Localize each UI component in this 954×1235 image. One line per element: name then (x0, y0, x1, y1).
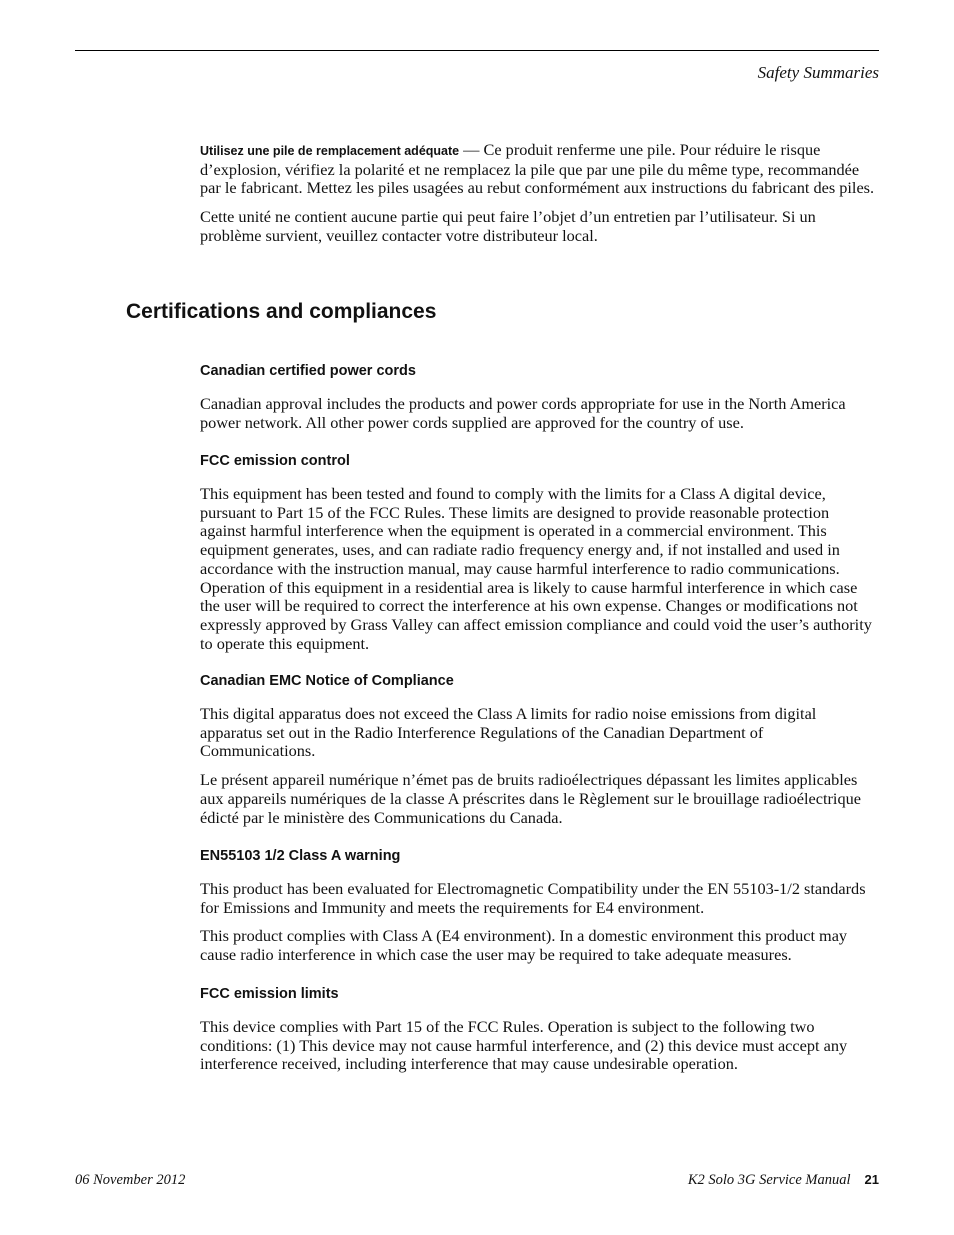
section-en55103 (200, 848, 877, 975)
section-heading: Certifications and compliances (126, 300, 437, 323)
subsection-title: FCC emission control (200, 453, 350, 469)
subsection-title: Canadian EMC Notice of Compliance (200, 673, 454, 689)
battery-lead: Utilisez une pile de remplacement adéquate (200, 144, 460, 158)
battery-text: — Ce produit renferme une pile. Pour réduire le risque d’explosion, vérifiez la polarité et ne remplacez la pile que par une pile du même type, recommandée par le fabricant. Mettez les piles usagées au rebut conformément aux instructions du fabricant des piles. (200, 140, 875, 198)
body-paragraph: This product complies with Class A (E4 environment). In a domestic environment this product may cause radio interference in which case the user may be required to take adequate measures. (200, 926, 848, 965)
body-paragraph: This product has been evaluated for Electromagnetic Compatibility under the EN 55103-1/2 standards for Emissions and Immunity and meets the requirements for E4 environment. (200, 879, 866, 917)
section-fcc-emission-limits (200, 986, 877, 1084)
section-canadian-emc (200, 673, 877, 837)
service-paragraph: Cette unité ne contient aucune partie qui peut faire l’objet d’un entretien par l’utilisateur. Si un problème survient, veuillez contacter votre distributeur local. (200, 207, 816, 245)
footer-right (688, 1172, 879, 1189)
page-number: 21 (864, 1172, 879, 1187)
body-paragraph: This device complies with Part 15 of the FCC Rules. Operation is subject to the following two conditions: (1) This device may not cause harmful interference, and (2) this device must accept any interference received, including interference that may cause undesirable operation. (200, 1017, 848, 1074)
body-paragraph: This equipment has been tested and found to comply with the limits for a Class A digital device, pursuant to Part 15 of the FCC Rules. These limits are designed to provide reasonable protection against harmful interference when the equipment is operated in a commercial environment. This equipment generates, uses, and can radiate radio frequency energy and, if not installed and used in accordance with the instruction manual, may cause harmful interference to radio communications. Operation of this equipment in a residential area is likely to cause harmful interference in which case the user will be required to correct the interference at his own expense. Changes or modifications not expressly approved by Grass Valley can affect emission compliance and could void the user’s authority to operate this equipment. (200, 484, 872, 653)
section-power-cords (200, 363, 877, 442)
intro-block (200, 141, 877, 256)
body-paragraph: Canadian approval includes the products and power cords appropriate for use in the North America power network. All other power cords supplied are approved for the country of use. (200, 394, 846, 432)
section-fcc-emission-control (200, 453, 877, 663)
running-header: Safety Summaries (757, 63, 879, 82)
subsection-title: EN55103 1/2 Class A warning (200, 848, 401, 864)
subsection-title: FCC emission limits (200, 986, 339, 1002)
body-paragraph: This digital apparatus does not exceed the Class A limits for radio noise emissions from digital apparatus set out in the Radio Interference Regulations of the Canadian Department of Communications. (200, 704, 817, 761)
header-rule (75, 50, 879, 51)
body-paragraph: Le présent appareil numérique n’émet pas de bruits radioélectriques dépassant les limites applicables aux appareils numériques de la classe A préscrites dans le Règlement sur le brouillage radioélectrique édicté par le ministère des Communications du Canada. (200, 770, 861, 827)
footer-manual-title: K2 Solo 3G Service Manual (687, 1172, 851, 1188)
battery-paragraph (200, 141, 877, 198)
footer-date: 06 November 2012 (75, 1172, 186, 1188)
subsection-title: Canadian certified power cords (200, 363, 416, 379)
